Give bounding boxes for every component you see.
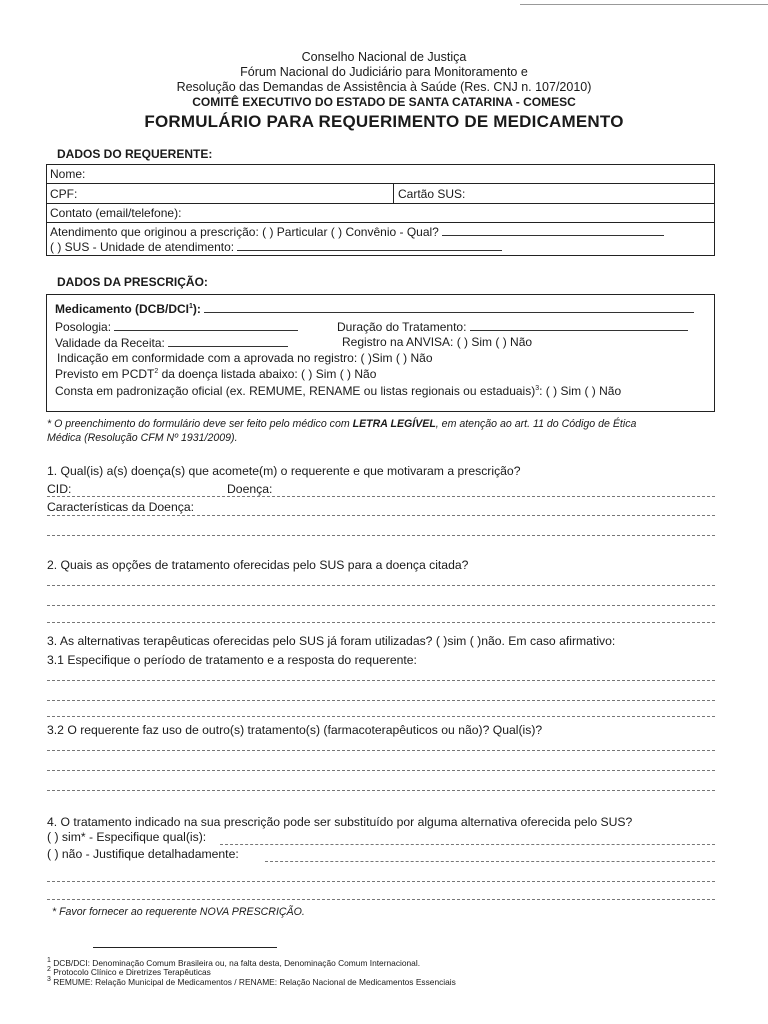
consta-footnote-ref: 3 [535, 385, 540, 392]
medicamento-footnote-ref: 1 [189, 303, 193, 310]
q31-answer-line-1[interactable] [47, 680, 715, 681]
posologia-label: Posologia: [55, 320, 112, 334]
sus-row[interactable] [50, 239, 502, 255]
posologia-line[interactable] [114, 319, 298, 331]
duracao-row[interactable] [337, 319, 688, 334]
contato-label: Contato (email/telefone): [50, 206, 182, 220]
posologia-row[interactable] [55, 319, 298, 334]
pcdt-footnote-ref: 2 [154, 368, 159, 375]
medicamento-label: Medicamento (DCB/DCI [55, 302, 190, 316]
doenca-label: Doença: [227, 482, 273, 496]
medicamento-row[interactable] [55, 301, 694, 316]
q4-nao-line[interactable] [265, 861, 715, 862]
footnote-separator [93, 947, 277, 948]
header-line-1: Conselho Nacional de Justiça [301, 50, 467, 64]
q31-answer-line-3[interactable] [47, 716, 715, 717]
section-requerente-title: DADOS DO REQUERENTE: [57, 147, 213, 161]
unidade-line[interactable] [237, 239, 502, 251]
consta-label: Consta em padronização oficial (ex. REMUME, RENAME ou listas regionais ou estaduais) [55, 384, 536, 398]
q4-sim-option[interactable]: ( ) sim* - Especifique qual(is): [47, 830, 207, 844]
contato-field[interactable] [47, 204, 714, 223]
validade-row[interactable] [55, 335, 288, 350]
footnote-3-text: REMUME: Relação Municipal de Medicamentos / RENAME: Relação Nacional de Medicamentos Essenciais [53, 976, 456, 987]
previsto-options: da doença listada abaixo: ( ) Sim ( ) Não [158, 367, 377, 381]
footnote-3-mark: 3 [47, 976, 51, 983]
consta-options: : ( ) Sim ( ) Não [539, 384, 622, 398]
nome-label: Nome: [50, 167, 86, 181]
q4-answer-line-2[interactable] [47, 899, 715, 900]
cartao-sus-label: Cartão SUS: [398, 187, 466, 201]
caracteristicas-label: Características da Doença: [47, 500, 194, 514]
medicamento-line[interactable] [204, 301, 694, 313]
q4-sim-line[interactable] [220, 844, 715, 845]
note-text-b: , em atenção ao art. 11 do Código de Ética [435, 418, 637, 430]
header-line-4: COMITÊ EXECUTIVO DO ESTADO DE SANTA CATARINA - COMESC [192, 95, 576, 109]
previsto-pcdt-row[interactable] [55, 367, 376, 381]
footnote-2-mark: 2 [47, 966, 51, 973]
nome-field[interactable] [47, 165, 714, 184]
note-text-a: * O preenchimento do formulário deve ser feito pelo médico com [47, 418, 353, 430]
note-bold: LETRA LEGÍVEL [352, 418, 436, 430]
sus-label: ( ) SUS - Unidade de atendimento: [50, 240, 235, 254]
prescricao-box [46, 294, 715, 412]
validade-label: Validade da Receita: [55, 336, 165, 350]
registro-anvisa[interactable]: Registro na ANVISA: ( ) Sim ( ) Não [342, 335, 533, 349]
question-4: 4. O tratamento indicado na sua prescrição pode ser substituído por alguma alternativa oferecida pelo SUS? [47, 815, 633, 829]
consta-row[interactable] [55, 384, 621, 398]
atendimento-label: Atendimento que originou a prescrição: ( ) Particular ( ) Convênio - Qual? [50, 225, 439, 239]
q2-answer-line-3[interactable] [47, 622, 715, 623]
legibility-note-line-2: Médica (Resolução CFM Nº 1931/2009). [47, 432, 238, 444]
header-line-3: Resolução das Demandas de Assistência à Saúde (Res. CNJ n. 107/2010) [176, 80, 592, 94]
duracao-label: Duração do Tratamento: [337, 320, 467, 334]
cartao-sus-field[interactable] [393, 184, 465, 203]
q4-note: * Favor fornecer ao requerente NOVA PRESCRIÇÃO. [52, 906, 305, 918]
q32-answer-line-2[interactable] [47, 770, 715, 771]
question-3-2: 3.2 O requerente faz uso de outro(s) tratamento(s) (farmacoterapêuticos ou não)? Qual(is)? [47, 723, 543, 737]
section-prescricao-title: DADOS DA PRESCRIÇÃO: [57, 275, 208, 289]
q32-answer-line-1[interactable] [47, 750, 715, 751]
footnote-3 [47, 976, 456, 987]
q1-answer-line-3[interactable] [47, 535, 715, 536]
q2-answer-line-1[interactable] [47, 585, 715, 586]
footnote-2-text: Protocolo Clínico e Diretrizes Terapêuticas [53, 966, 211, 977]
legibility-note-line-1 [47, 418, 636, 431]
duracao-line[interactable] [470, 319, 688, 331]
footnote-1-mark: 1 [47, 957, 51, 964]
footnote-1-text: DCB/DCI: Denominação Comum Brasileira ou, na falta desta, Denominação Comum Internacional. [53, 957, 421, 968]
question-3-1: 3.1 Especifique o período de tratamento e a resposta do requerente: [47, 653, 417, 667]
previsto-label: Previsto em PCDT [55, 367, 155, 381]
cpf-label: CPF: [50, 187, 78, 201]
q32-answer-line-3[interactable] [47, 790, 715, 791]
scan-edge-mark [520, 0, 768, 5]
q1-answer-line-2[interactable] [47, 515, 715, 516]
medicamento-label-end: ): [192, 302, 201, 316]
requerente-box [46, 164, 715, 256]
indicacao-row[interactable]: Indicação em conformidade com a aprovada no registro: ( )Sim ( ) Não [57, 351, 433, 365]
validade-line[interactable] [168, 335, 288, 347]
form-title: FORMULÁRIO PARA REQUERIMENTO DE MEDICAMENTO [144, 112, 624, 131]
q4-answer-line-1[interactable] [47, 881, 715, 882]
cpf-row [47, 184, 714, 204]
atendimento-row[interactable] [50, 224, 664, 240]
question-1: 1. Qual(is) a(s) doença(s) que acomete(m) o requerente e que motivaram a prescrição? [47, 464, 521, 478]
question-3: 3. As alternativas terapêuticas oferecidas pelo SUS já foram utilizadas? ( )sim ( )não. Em caso afirmativo: [47, 634, 616, 648]
q1-answer-line-1[interactable] [47, 496, 715, 497]
convenio-line[interactable] [442, 224, 664, 236]
header-line-2: Fórum Nacional do Judiciário para Monitoramento e [240, 65, 528, 79]
cid-label: CID: [47, 482, 72, 496]
q4-nao-option[interactable]: ( ) não - Justifique detalhadamente: [47, 847, 239, 861]
q2-answer-line-2[interactable] [47, 605, 715, 606]
question-2: 2. Quais as opções de tratamento oferecidas pelo SUS para a doença citada? [47, 558, 469, 572]
q31-answer-line-2[interactable] [47, 700, 715, 701]
